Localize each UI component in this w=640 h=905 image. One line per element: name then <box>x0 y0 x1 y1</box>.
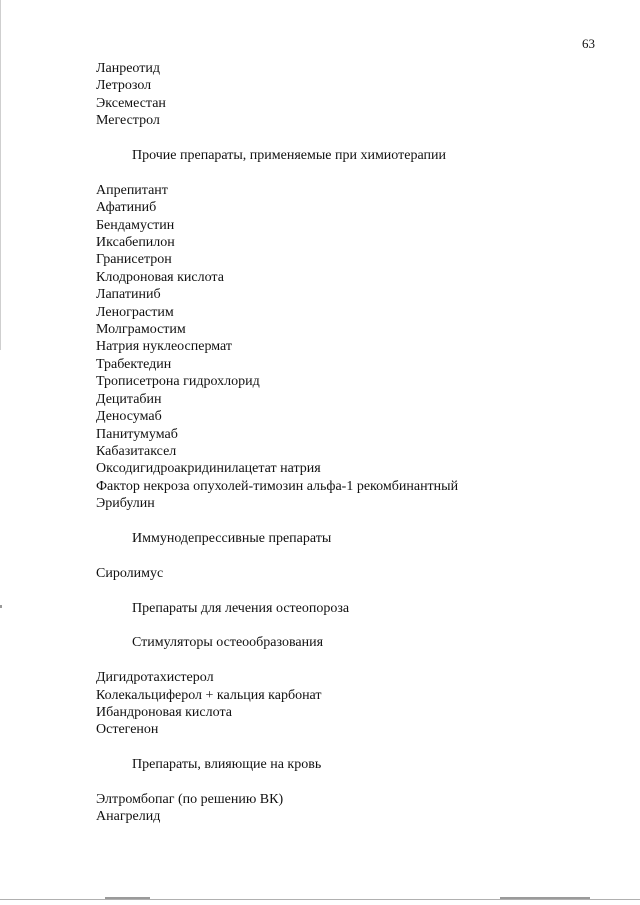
list-item: Децитабин <box>96 391 162 407</box>
list-immunosuppressive <box>96 565 616 582</box>
list-item: Натрия нуклеоспермат <box>96 339 232 355</box>
list-item: Остегенон <box>96 722 159 738</box>
list-item: Бендамустин <box>96 217 175 233</box>
section-heading-immunosuppressive: Иммунодепрессивные препараты <box>132 530 332 546</box>
list-item: Ибандроновая кислота <box>96 704 232 720</box>
scan-bottom-mark <box>105 897 150 899</box>
list-item: Эксеместан <box>96 95 166 111</box>
list-item: Гранисетрон <box>96 252 172 268</box>
list-bone-formation <box>96 669 616 739</box>
list-item: Сиролимус <box>96 565 164 581</box>
list-item: Панитумумаб <box>96 426 178 442</box>
list-item: Колекальциферол + кальция карбонат <box>96 687 322 703</box>
list-item: Фактор некроза опухолей-тимозин альфа-1 рекомбинантный <box>96 478 459 494</box>
scan-edge-line <box>0 0 1 350</box>
list-item: Элтромбопаг (по решению ВК) <box>96 791 284 807</box>
list-item: Молграмостим <box>96 322 186 338</box>
document-body <box>96 60 616 826</box>
list-item: Деносумаб <box>96 409 162 425</box>
list-item: Эрибулин <box>96 496 155 512</box>
list-item: Ленограстим <box>96 304 174 320</box>
list-item: Ланреотид <box>96 61 160 76</box>
list-other-chemo <box>96 182 616 513</box>
list-blood <box>96 791 616 826</box>
list-item: Дигидротахистерол <box>96 670 214 686</box>
list-item: Клодроновая кислота <box>96 269 224 285</box>
scan-bottom-mark <box>500 897 590 899</box>
section-heading-blood: Препараты, влияющие на кровь <box>132 757 322 773</box>
list-item: Лапатиниб <box>96 287 161 303</box>
list-item: Иксабепилон <box>96 235 175 251</box>
list-item: Анагрелид <box>96 809 161 825</box>
page-number: 63 <box>582 36 595 51</box>
list-item: Кабазитаксел <box>96 443 177 459</box>
list-top <box>96 60 616 130</box>
list-item: Оксодигидроакридинилацетат натрия <box>96 461 321 477</box>
section-heading-bone-formation: Стимуляторы остеообразования <box>132 635 324 651</box>
scan-bottom-edge <box>0 899 640 900</box>
scan-edge-mark <box>0 605 2 608</box>
list-item: Трабектедин <box>96 356 172 372</box>
section-heading-osteoporosis: Препараты для лечения остеопороза <box>132 600 350 616</box>
list-item: Афатиниб <box>96 200 157 216</box>
section-heading-other-chemo: Прочие препараты, применяемые при химиотерапии <box>132 148 446 164</box>
list-item: Трописетрона гидрохлорид <box>96 374 260 390</box>
list-item: Мегестрол <box>96 113 160 129</box>
list-item: Апрепитант <box>96 182 168 198</box>
list-item: Летрозол <box>96 78 152 94</box>
